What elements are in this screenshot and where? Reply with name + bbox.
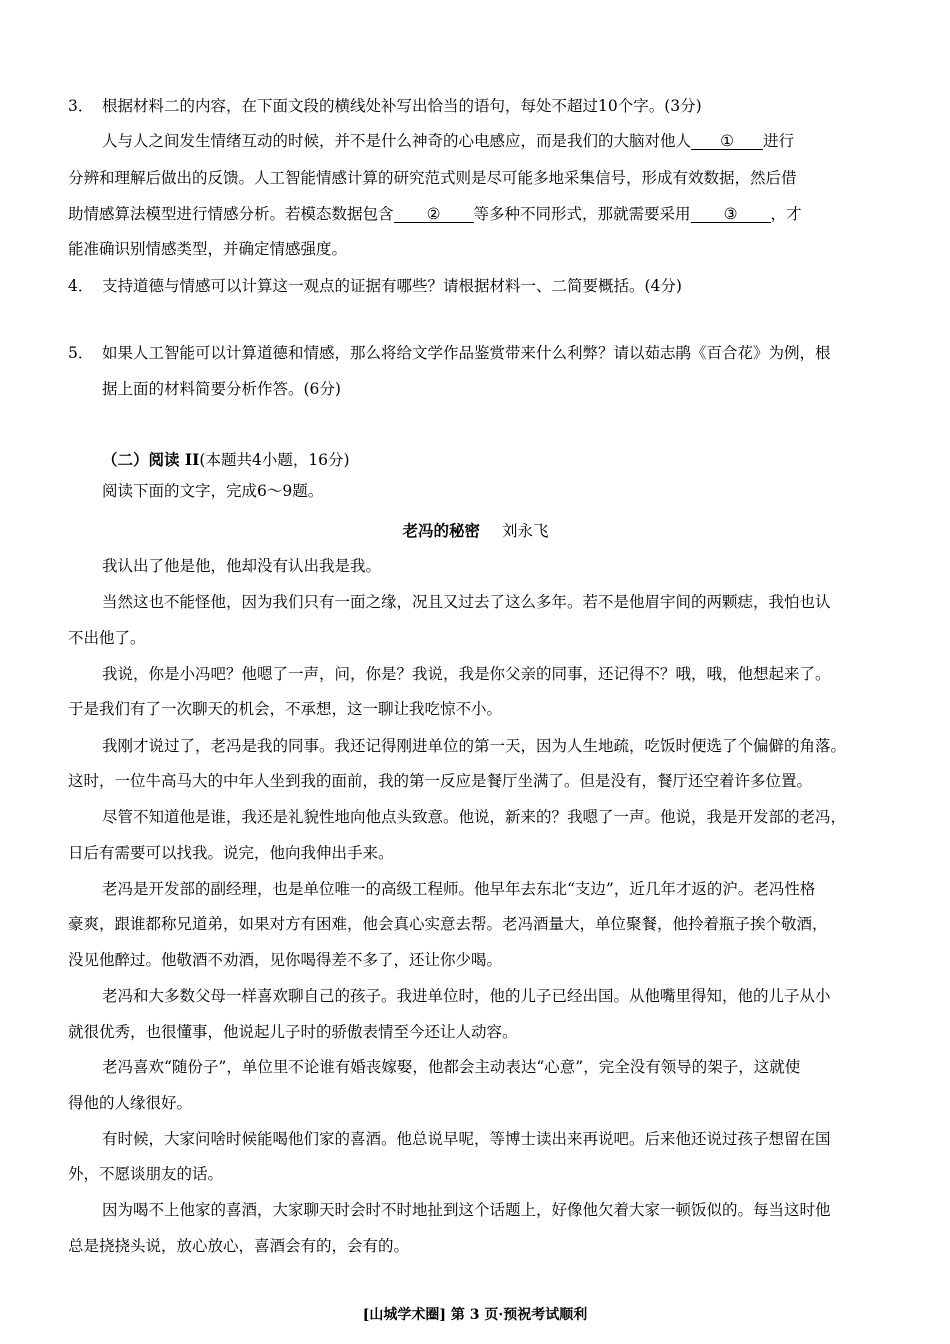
- story-line: 尽管不知道他是谁，我还是礼貌性地向他点头致意。他说，新来的？我嗯了一声。他说，我是开发部的老冯，: [102, 808, 847, 826]
- q3-paragraph-line-1: [102, 131, 883, 151]
- instruction-text: 阅读下面的文字，完成6～9题。: [102, 482, 324, 500]
- section-heading: [102, 450, 917, 470]
- story-line: 于是我们有了一次聊天的机会，不承想，这一聊让我吃惊不小。: [68, 700, 503, 718]
- page-footer: [山城学术圈] 第 3 页·预祝考试顺利: [362, 1307, 588, 1323]
- question-text: 根据材料二的内容，在下面文段的横线处补写出恰当的语句，每处不超过10个字。(3分): [102, 97, 702, 115]
- story-line: 总是挠挠头说，放心放心，喜酒会有的，会有的。: [68, 1237, 410, 1255]
- question-5-line-2: [102, 379, 917, 399]
- story-title: 老冯的秘密: [402, 521, 480, 540]
- section-title: （二）阅读 II: [102, 450, 200, 469]
- story-line: 因为喝不上他家的喜酒，大家聊天时会时不时地扯到这个话题上，好像他欠着大家一顿饭似的。每当这时他: [102, 1201, 831, 1219]
- answer-blank-2[interactable]: ②: [394, 206, 474, 223]
- story-line: 我刚才说过了，老冯是我的同事。我还记得刚进单位的第一天，因为人生地疏，吃饭时便选了个偏僻的角落。: [102, 737, 847, 755]
- answer-blank-1[interactable]: ①: [691, 133, 763, 150]
- story-line: 当然这也不能怪他，因为我们只有一面之缘，况且又过去了这么多年。若不是他眉宇间的两颗痣，我怕也认: [102, 593, 831, 611]
- story-line: 老冯喜欢“随份子”，单位里不论谁有婚丧嫁娶，他都会主动表达“心意”，完全没有领导的架子，这就使: [102, 1058, 801, 1076]
- q3-text: 进行: [763, 132, 795, 150]
- story-line: 不出他了。: [68, 629, 146, 647]
- q3-text: 等多种不同形式，那就需要采用: [473, 205, 691, 223]
- section-note: (本题共4小题，16分): [199, 451, 350, 469]
- story-line: 日后有需要可以找我。说完，他向我伸出手来。: [68, 844, 394, 862]
- story-line: 我认出了他是他，他却没有认出我是我。: [102, 557, 382, 575]
- q3-text: 助情感算法模型进行情感分析。若模态数据包含: [68, 205, 394, 223]
- question-text: 如果人工智能可以计算道德和情感，那么将给文学作品鉴赏带来什么利弊？请以茹志鹃《百合花》为例，根: [102, 344, 831, 362]
- story-line: 没见他醉过。他敬酒不劝酒，见你喝得差不多了，还让你少喝。: [68, 951, 503, 969]
- q3-text: ，才: [770, 205, 802, 223]
- section-instruction: [102, 481, 917, 501]
- q3-text: 分辨和理解后做出的反馈。人工智能情感计算的研究范式则是尽可能多地采集信号，形成有效数据，然后借: [68, 169, 797, 187]
- question-4: [68, 276, 883, 296]
- story-line: 这时，一位牛高马大的中年人坐到我的面前，我的第一反应是餐厅坐满了。但是没有，餐厅还空着许多位置。: [68, 772, 813, 790]
- story-title-line: [68, 521, 883, 541]
- q3-paragraph-line-2: [68, 168, 883, 188]
- question-5-line-1: [68, 343, 883, 363]
- q3-text: 能准确识别情感类型，并确定情感强度。: [68, 240, 348, 258]
- question-text: 据上面的材料简要分析作答。(6分): [102, 380, 341, 398]
- question-text: 支持道德与情感可以计算这一观点的证据有哪些？请根据材料一、二简要概括。(4分): [102, 277, 682, 295]
- question-number: 3．: [68, 97, 94, 115]
- story-line: 老冯是开发部的副经理，也是单位唯一的高级工程师。他早年去东北“支边”，近几年才返的沪。老冯性格: [102, 880, 816, 898]
- story-line: 有时候，大家问啥时候能喝他们家的喜酒。他总说早呢，等博士读出来再说吧。后来他还说过孩子想留在国: [102, 1130, 831, 1148]
- q3-paragraph-line-4: [68, 239, 883, 259]
- question-number: 4．: [68, 277, 94, 295]
- question-3-prompt: [68, 96, 883, 116]
- question-number: 5．: [68, 344, 94, 362]
- story-line: 老冯和大多数父母一样喜欢聊自己的孩子。我进单位时，他的儿子已经出国。从他嘴里得知，他的儿子从小: [102, 987, 831, 1005]
- story-line: 外，不愿谈朋友的话。: [68, 1165, 224, 1183]
- story-author: 刘永飞: [502, 522, 549, 540]
- story-line: 得他的人缘很好。: [68, 1094, 193, 1112]
- q3-paragraph-line-3: [68, 204, 883, 224]
- story-line: 就很优秀，也很懂事，他说起儿子时的骄傲表情至今还让人动容。: [68, 1023, 518, 1041]
- q3-text: 人与人之间发生情绪互动的时候，并不是什么神奇的心电感应，而是我们的大脑对他人: [102, 132, 692, 150]
- story-line: 豪爽，跟谁都称兄道弟，如果对方有困难，他会真心实意去帮。老冯酒量大，单位聚餐，他拎着瓶子挨个敬酒，: [68, 915, 828, 933]
- story-line: 我说，你是小冯吧？他嗯了一声，问，你是？我说，我是你父亲的同事，还记得不？哦，哦，他想起来了。: [102, 665, 831, 683]
- answer-blank-3[interactable]: ③: [691, 206, 771, 223]
